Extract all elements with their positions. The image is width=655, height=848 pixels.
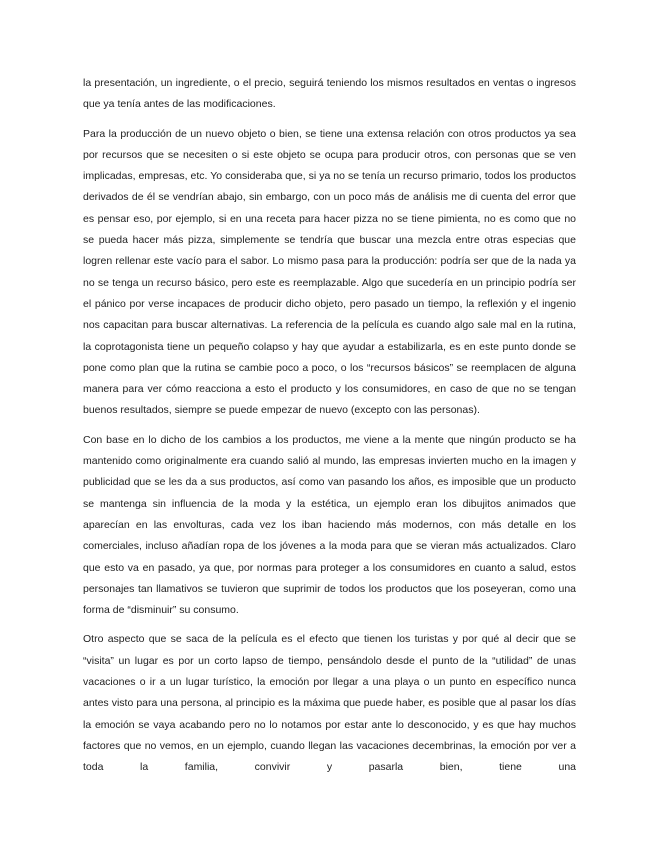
paragraph-1: la presentación, un ingrediente, o el precio, seguirá teniendo los mismos resultados en ventas o ingresos que ya tenía antes de las modificaciones. xyxy=(83,77,576,111)
paragraph-4: Otro aspecto que se saca de la película es el efecto que tienen los turistas y por qué al decir que se “visita” un lugar es por un corto lapso de tiempo, pensándolo desde el punto de la “utilidad” de unas vacaciones o ir a un lugar turístico, la emoción por llegar a una playa o un punto en específico nunca antes visto para una persona, al principio es la máxima que puede haber, es posible que al pasar los días la emoción se vaya acabando pero no lo notamos por estar ante lo desconocido, y es que hay muchos factores que no vemos, en un ejemplo, cuando llegan las vacaciones decembrinas, la emoción por ver a toda la familia, convivir y pasarla bien, tiene una xyxy=(83,633,576,774)
paragraph-3: Con base en lo dicho de los cambios a los productos, me viene a la mente que ningún producto se ha mantenido como originalmente era cuando salió al mundo, las empresas invierten mucho en la imagen y publicidad que se les da a sus productos, así como van pasando los años, es imposible que un producto se mantenga sin influencia de la moda y la estética, un ejemplo eran los dibujitos animados que aparecían en las envolturas, cada vez los iban haciendo más modernos, con más detalle en los comerciales, incluso añadían ropa de los jóvenes a la moda para que se vieran más actualizados. Claro que esto va en pasado, ya que, por normas para proteger a los consumidores en cuanto a salud, estos personajes tan llamativos se tuvieron que suprimir de todos los productos que los poseyeran, como una forma de “disminuir” su consumo. xyxy=(83,433,576,617)
paragraph-2: Para la producción de un nuevo objeto o bien, se tiene una extensa relación con otros productos ya sea por recursos que se necesiten o si este objeto se ocupa para producir otros, con personas que se ven implicadas, empresas, etc. Yo consideraba que, si ya no se tenía un recurso primario, todos los productos derivados de él se vendrían abajo, sin embargo, con un poco más de análisis me di cuenta del error que es pensar eso, por ejemplo, si en una receta para hacer pizza no se tiene pimienta, no es como que no se pueda hacer más pizza, simplemente se tendría que buscar una mezcla entre otras especias que logren rellenar este vacío para el sabor. Lo mismo pasa para la producción: podría ser que de la nada ya no se tenga un recurso básico, pero este es reemplazable. Algo que sucedería en un principio podría ser el pánico por verse incapaces de producir dicho objeto, pero pasado un tiempo, la reflexión y el ingenio nos capacitan para buscar alternativas. La referencia de la película es cuando algo sale mal en la rutina, la coprotagonista tiene un pequeño colapso y hay que ayudar a estabilizarla, es en este punto donde se pone como plan que la rutina se cambie poco a poco, o los “recursos básicos” se reemplacen de alguna manera para ver cómo reacciona a esto el producto y los consumidores, en caso de que no se tengan buenos resultados, siempre se puede empezar de nuevo (excepto con las personas). xyxy=(83,127,576,417)
